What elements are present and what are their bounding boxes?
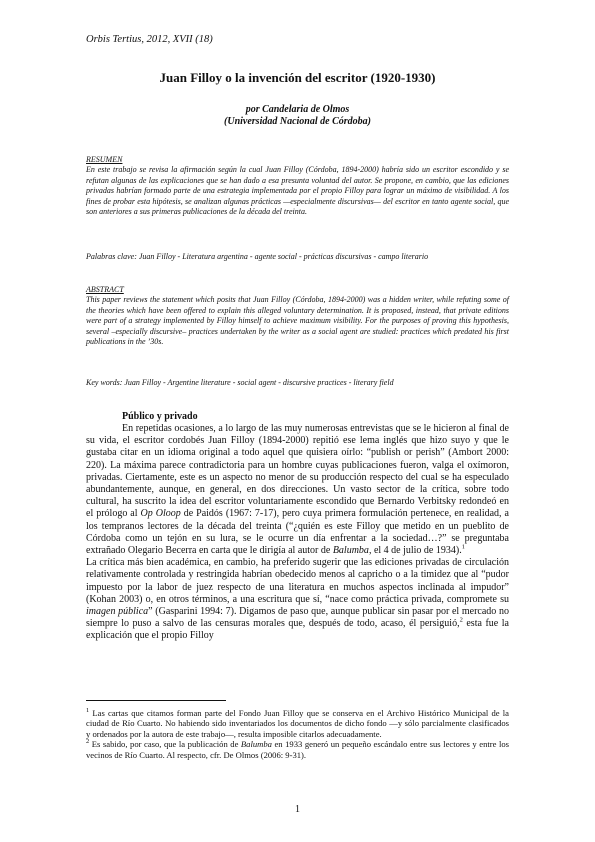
page-number: 1	[295, 804, 300, 815]
resumen-block	[86, 155, 509, 217]
byline	[86, 104, 509, 128]
footnote-1	[86, 708, 509, 739]
author-affiliation: (Universidad Nacional de Córdoba)	[224, 116, 371, 127]
footnote-2	[86, 739, 509, 760]
footnote-divider	[86, 700, 226, 701]
palabras-clave: Palabras clave: Juan Filloy - Literatura argentina - agente social - prácticas discursivas - campo literario	[86, 252, 429, 261]
footnote-ref[interactable]: 1	[461, 543, 465, 551]
footnotes	[86, 708, 509, 760]
paragraph	[86, 423, 509, 557]
footnote-text: Las cartas que citamos forman parte del Fondo Juan Filloy que se conserva en el Archivo Histórico Municipal de la ciudad de Río Cuarto. No habiendo sido inventariados los documentos de dicho fondo —y sólo parcialmente clasificados y ordenados por la autora de este trabajo—, resulta imposible citarlos adecuadamente.	[86, 708, 509, 739]
footnote-number: 2	[86, 738, 90, 746]
footnote-text: Es sabido, por caso, que la publicación de	[89, 739, 241, 750]
journal-citation: Orbis Tertius, 2012, XVII (18)	[86, 34, 213, 45]
article-title: Juan Filloy o la invención del escritor (1920-1930)	[159, 70, 436, 85]
resumen-text: En este trabajo se revisa la afirmación según la cual Juan Filloy (Córdoba, 1894-2000) habría sido un escritor escondido y se refutan algunas de las explicaciones que se han dado a esa presunta voluntad del autor. Se propone, en cambio, que las ediciones privadas habrían formado parte de una estrategia implementada por el propio Filloy para lograr un máximo de visibilidad. A los fines de probar esta hipótesis, se analizan algunas prácticas —especialmente discursivas— del escritor en tanto agente social, que son anteriores a sus primeras publicaciones de la década del treinta.	[86, 165, 509, 217]
abstract-block	[86, 285, 509, 347]
text-run: esta fue la explicación que el propio Filloy	[86, 618, 509, 642]
footnote-ref[interactable]: 2	[459, 616, 463, 624]
italic-title: Balumba	[332, 545, 369, 557]
italic-title: Op Oloop	[140, 508, 181, 520]
text-run: , el 4 de julio de 1934).	[368, 545, 462, 557]
italic-phrase: imagen pública	[86, 606, 149, 618]
footnote-text: en 1933 generó un pequeño escándalo entre sus lectores y entre los vecinos de Río Cuarto. Al respecto, cfr. De Olmos (2006: 9-31).	[86, 739, 509, 760]
body-text	[86, 423, 509, 643]
paragraph	[86, 557, 509, 642]
author-name: por Candelaria de Olmos	[245, 104, 350, 115]
text-run: En repetidas ocasiones, a lo largo de las muy numerosas entrevistas que se le hicieron al final de su vida, el escritor cordobés Juan Filloy (1894-2000) repitió ese lema inglés que hizo suyo y que le gustaba citar en un idioma original a todo aquel que quisiera oírlo: “publish or perish” (Ambort 2000: 220). La máxima parece contradictoria para un hombre cuyas publicaciones fueron, valga el oxímoron, privadas. Ciertamente, este es un aspecto no menor de su producción respecto del cual se ha especulado abundantemente, aunque, en general, en dos direcciones. Un vasto sector de la crítica, sobre todo cultural, ha suscrito la idea del escritor voluntariamente escondido que Bernardo Verbitsky redondeó en el prólogo al	[86, 423, 509, 520]
text-run: ” (Gasparini 1994: 7). Digamos de paso que, aunque publicar sin pasar por el mercado no siempre lo puso a salvo de las censuras morales que, después de todo, acaso, él persiguió,	[86, 606, 510, 630]
footnote-number: 1	[86, 707, 90, 715]
abstract-text: This paper reviews the statement which posits that Juan Filloy (Córdoba, 1894-2000) was a hidden writer, while refuting some of the theories which have been offered to explain this alleged voluntary determination. It is proposed, instead, that private editions were part of a strategy implemented by Filloy himself to achieve maximum visibility. For the purposes of proving this hypothesis, several –especially discursive– practices undertaken by the writer as a social agent are studied: practices which predated his first publications in the ’30s.	[86, 295, 509, 347]
text-run: de Paidós (1967: 7-17), pero cuya primera formulación pertenece, en realidad, a los tempranos lectores de la década del treinta (“¿quién es este Filloy que metido en un pueblito de Córdoba como un tejón en su lura, se le ocurre un día enfrentar a la sociedad…?” se preguntaba extrañado Olegario Becerra en carta que le dirigía al autor de	[86, 508, 509, 557]
abstract-heading: ABSTRACT	[86, 285, 124, 294]
section-title: Público y privado	[122, 411, 198, 422]
keywords: Key words: Juan Filloy - Argentine literature - social agent - discursive practices - literary field	[86, 378, 394, 387]
text-run: La crítica más bien académica, en cambio, ha preferido sugerir que las ediciones privadas de circulación relativamente controlada y restringida habrían obedecido menos al capricho o a la timidez que al “pudor impuesto por la labor de juez respecto de una literatura en muchos aspectos inclinada al impudor” (Kohan 2003) o, en otros términos, a una escritura que sí, “nace como práctica privada, compromete su	[86, 557, 509, 605]
italic-title: Balumba	[240, 739, 272, 750]
resumen-heading: RESUMEN	[86, 155, 123, 164]
